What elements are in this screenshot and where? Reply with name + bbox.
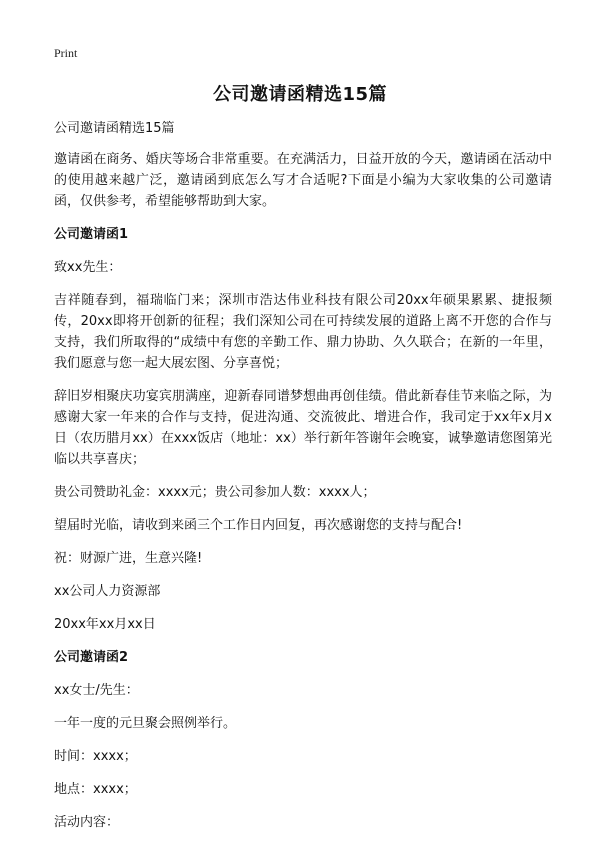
section2-paragraph: xx女士/先生： <box>54 683 139 698</box>
document-subtitle: 公司邀请函精选15篇 <box>54 121 175 136</box>
page-title: 公司邀请函精选15篇 <box>212 84 388 105</box>
section1-paragraph: 致xx先生： <box>54 260 122 275</box>
section1-paragraph: 祝：财源广进，生意兴隆! <box>54 551 203 566</box>
section1-paragraph: xx公司人力资源部 <box>54 584 161 599</box>
intro-paragraph: 邀请函在商务、婚庆等场合非常重要。在充满活力，日益开放的今天，邀请函在活动中的使用越来越广泛，邀请函到底怎么写才合适呢?下面是小编为大家收集的公司邀请函，仅供参考，希望能够帮助到大家。 <box>54 152 552 209</box>
print-label: Print <box>54 46 78 60</box>
section2-paragraph: 一年一度的元旦聚会照例举行。 <box>54 716 237 731</box>
document-body <box>54 118 552 845</box>
section2-paragraph: 地点：xxxx； <box>54 782 137 797</box>
section1-paragraph: 辞旧岁相聚庆功宴宾朋满座，迎新春同谱梦想曲再创佳绩。借此新春佳节来临之际，为感谢大家一年来的合作与支持，促进沟通、交流彼此、增进合作，我司定于xx年x月x日（农历腊月xx）在xxx饭店（地址：xx）举行新年答谢年会晚宴，诚挚邀请您图第光临以共享喜庆； <box>54 389 552 467</box>
section-heading-1: 公司邀请函1 <box>54 227 129 242</box>
section1-paragraph: 贵公司赞助礼金：xxxx元；贵公司参加人数：xxxx人； <box>54 485 376 500</box>
section1-paragraph: 20xx年xx月xx日 <box>54 617 156 632</box>
section1-paragraph: 望届时光临，请收到来函三个工作日内回复，再次感谢您的支持与配合! <box>54 518 463 533</box>
section1-paragraph: 吉祥随春到，福瑞临门来；深圳市浩达伟业科技有限公司20xx年硕果累累、捷报频传，20xx即将开创新的征程；我们深知公司在可持续发展的道路上离不开您的合作与支持，我们所取得的“成绩中有您的辛勤工作、鼎力协助、久久联合；在新的一年里，我们愿意与您一起大展宏图、分享喜悦； <box>54 293 552 371</box>
section-heading-2: 公司邀请函2 <box>54 650 129 665</box>
section2-paragraph: 活动内容： <box>54 815 120 830</box>
section2-paragraph: 时间：xxxx； <box>54 749 137 764</box>
